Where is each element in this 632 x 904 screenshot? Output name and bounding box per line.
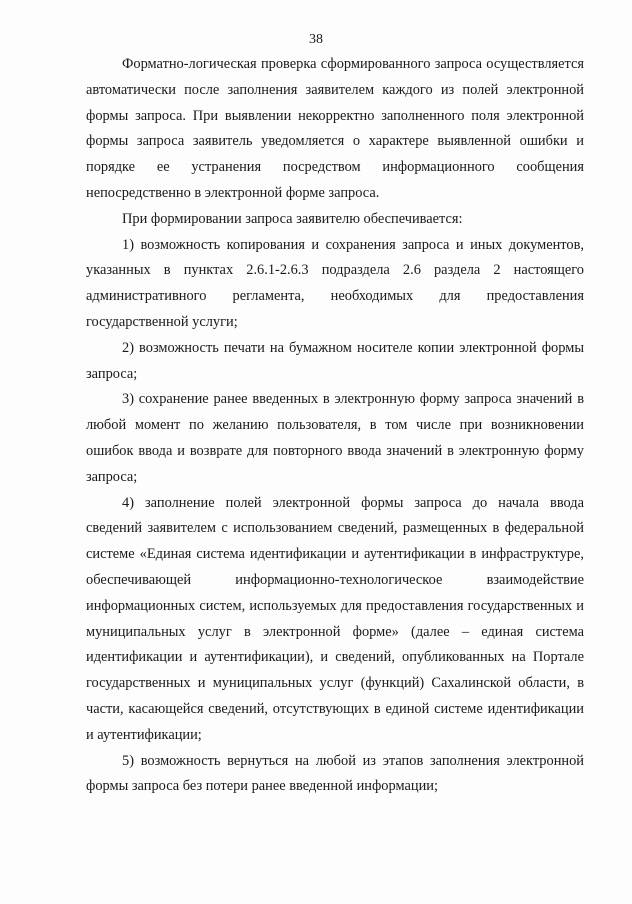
paragraph-format-check: Форматно-логическая проверка сформированного запроса осуществляется автоматически после заполнения заявителем каждого из полей электронной формы запроса. При выявлении некорректно заполненного поля электронной формы запроса заявитель уведомляется о характере выявленной ошибки и порядке ее устранения посредством информационного сообщения непосредственно в электронной форме запроса.: [86, 56, 584, 201]
paragraph-item-3: 3) сохранение ранее введенных в электронную форму запроса значений в любой момент по желанию пользователя, в том числе при возникновении ошибок ввода и возврате для повторного ввода значений в электронную форму запроса;: [86, 391, 584, 485]
document-body: [86, 52, 584, 800]
paragraph-request-intro: При формировании запроса заявителю обеспечивается:: [122, 210, 463, 227]
page-number: 38: [309, 32, 323, 47]
paragraph-item-2: 2) возможность печати на бумажном носителе копии электронной формы запроса;: [86, 339, 584, 382]
paragraph-item-4: 4) заполнение полей электронной формы запроса до начала ввода сведений заявителем с использованием сведений, размещенных в федеральной системе «Единая система идентификации и аутентификации в инфраструктуре, обеспечивающей информационно-технологическое взаимодействие информационных систем, используемых для предоставления государственных и муниципальных услуг в электронной форме» (далее – единая система идентификации и аутентификации), и сведений, опубликованных на Портале государственных и муниципальных услуг (функций) Сахалинской области, в части, касающейся сведений, отсутствующих в единой системе идентификации и аутентификации;: [86, 494, 584, 743]
paragraph-item-1: 1) возможность копирования и сохранения запроса и иных документов, указанных в пунктах 2.6.1-2.6.3 подраздела 2.6 раздела 2 настоящего административного регламента, необходимых для предоставления государственной услуги;: [86, 236, 584, 330]
paragraph-item-5: 5) возможность вернуться на любой из этапов заполнения электронной формы запроса без потери ранее введенной информации;: [86, 752, 584, 795]
